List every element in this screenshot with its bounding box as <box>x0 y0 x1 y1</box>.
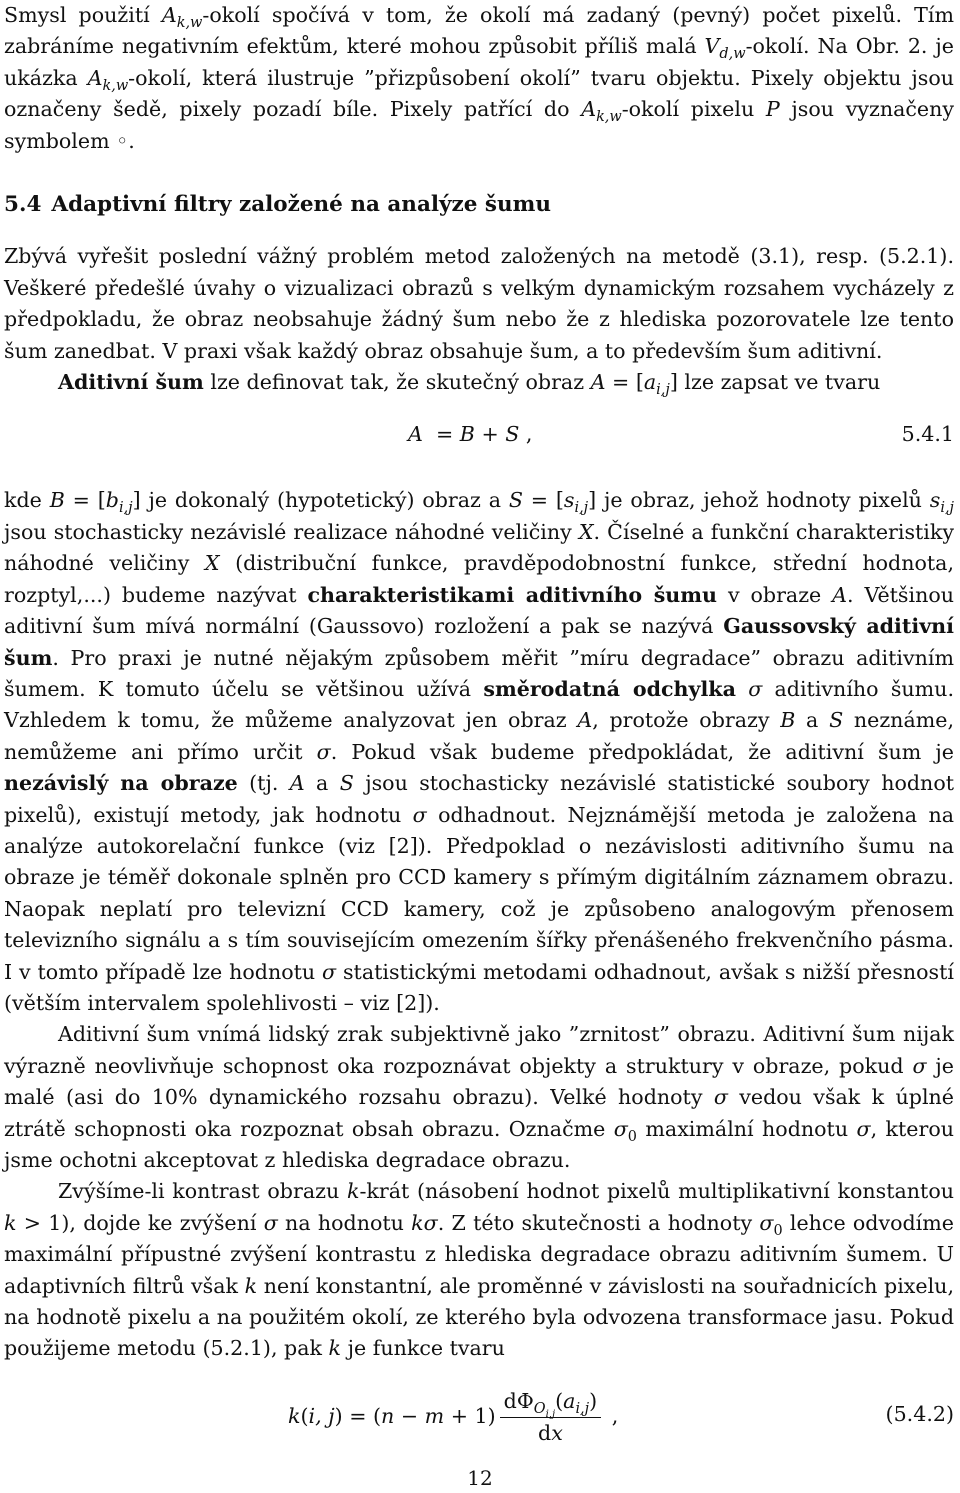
paragraph-additive-noise-definition: Aditivní šum lze definovat tak, že skutečný obraz $A = [a_{i,j}]$ lze zapsat ve tvaru <box>58 370 881 399</box>
paragraph-noise-characteristics: kde $B = [b_{i,j}]$ je dokonalý (hypotetický) obraz a $S = [s_{i,j}]$ je obraz, jehož hodnoty pixelů $s_{i,j}$ jsou stochasticky nezávislé realizace náhodné veličiny X. Číselné a funkční charakteristiky náhodné veličiny X (distribuční funkce, pravděpodobnostní funkce, střední hodnota, rozptyl,...) budeme nazývat charakteristikami aditivního šumu v obraze A. Většinou aditivní šum mívá normální (Gaussovo) rozložení a pak se nazývá Gaussovský aditivní šum. Pro praxi je nutné nějakým způsobem měřit ”míru degradace” obrazu aditivním šumem. K tomuto účelu se většinou užívá směrodatná odchylka σ aditivního šumu. Vzhledem k tomu, že můžeme analyzovat jen obraz A, protože obrazy B a S neznáme, nemůžeme ani přímo určit σ. Pokud však budeme předpokládat, že aditivní šum je nezávislý na obraze (tj. A a S jsou stochasticky nezávislé statistické soubory hodnot pixelů), existují metody, jak hodnotu σ odhadnout. Nejznámější metoda je založena na analýze autokorelační funkce (viz [2]). Předpoklad o nezávislosti aditivního šumu na obraze je téměř dokonale splněn pro CCD kamery s přímým digitálním záznamem obrazu. Naopak neplatí pro televizní CCD kamery, což je způsobeno analogovým přenosem televizního signálu a s tím souvisejícím omezením šířky přenášeného frekvenčního pásma. I v tomto případě lze hodnotu σ statistickými metodami odhadnout, avšak s nižší přesností (větším intervalem spolehlivosti – viz [2]). <box>4 488 955 1015</box>
equation-body: k(i, j) = (n − m + 1) $\frac{d\Phi_{O_{i,j}}(a_{i,j})}{dx}$ , <box>288 1387 618 1448</box>
paragraph-perception: Aditivní šum vnímá lidský zrak subjektivně jako ”zrnitost” obrazu. Aditivní šum nijak výrazně neovlivňuje schopnost oka rozpoznávat objekty a struktury v obraze, pokud σ je malé (asi do 10% dynamického rozsahu obrazu). Velké hodnoty σ vedou však k úplné ztrátě schopnosti oka rozpoznat obsah obrazu. Označme $\sigma_0$ maximální hodnotu σ, kterou jsme ochotni akceptovat z hlediska degradace obrazu. <box>4 1022 954 1172</box>
equation-body: A = B + S , <box>408 422 533 447</box>
section-heading <box>4 189 954 220</box>
equation-5-4-1 <box>4 415 954 459</box>
paragraph-problem: Zbývá vyřešit poslední vážný problém metod založených na metodě (3.1), resp. (5.2.1). Veškeré předešlé úvahy o vizualizaci obrazů s velkým dynamickým rozsahem vycházely z předpokladu, že obraz neobsahuje žádný šum nebo že z hlediska pozorovatele lze tento šum zanedbat. V praxi však každý obraz obsahuje šum, a to především šum aditivní. <box>4 244 954 363</box>
equation-number: (5.4.2) <box>885 1401 954 1426</box>
section-number: 5.4 <box>4 192 42 218</box>
equation-fraction: $\frac{d\Phi_{O_{i,j}}(a_{i,j})}{dx}$ <box>500 1387 601 1448</box>
intro-paragraph: Smysl použití $A_{k,w}$-okolí spočívá v tom, že okolí má zadaný (pevný) počet pixelů. Tím zabráníme negativním efektům, které mohou způsobit příliš malá $V_{d,w}$-okolí. Na Obr. 2. je ukázka $A_{k,w}$-okolí, která ilustruje ”přizpůsobení okolí” tvaru objektu. Pixely objektu jsou označeny šedě, pixely pozadí bíle. Pixely patřící do $A_{k,w}$-okolí pixelu P jsou vyznačeny symbolem ◦. <box>4 3 954 153</box>
paragraph-contrast: Zvýšíme-li kontrast obrazu k-krát (násobení hodnot pixelů multiplikativní konstantou k > 1), dojde ke zvýšení σ na hodnotu kσ. Z této skutečnosti a hodnoty $\sigma_0$ lehce odvodíme maximální přípustné zvýšení kontrastu z hlediska degradace obrazu aditivním šumem. U adaptivních filtrů však k není konstantní, ale proměnné v závislosti na souřadnicích pixelu, na hodnotě pixelu a na použitém okolí, ze kterého byla odvozena transformace jasu. Pokud použijeme metodu (5.2.1), pak k je funkce tvaru <box>4 1179 954 1361</box>
page-number: 12 <box>467 1466 493 1490</box>
paper-page <box>4 0 954 1457</box>
section-title: Adaptivní filtry založené na analýze šumu <box>51 192 552 218</box>
equation-5-4-2 <box>4 1377 954 1457</box>
equation-number: 5.4.1 <box>901 422 954 447</box>
